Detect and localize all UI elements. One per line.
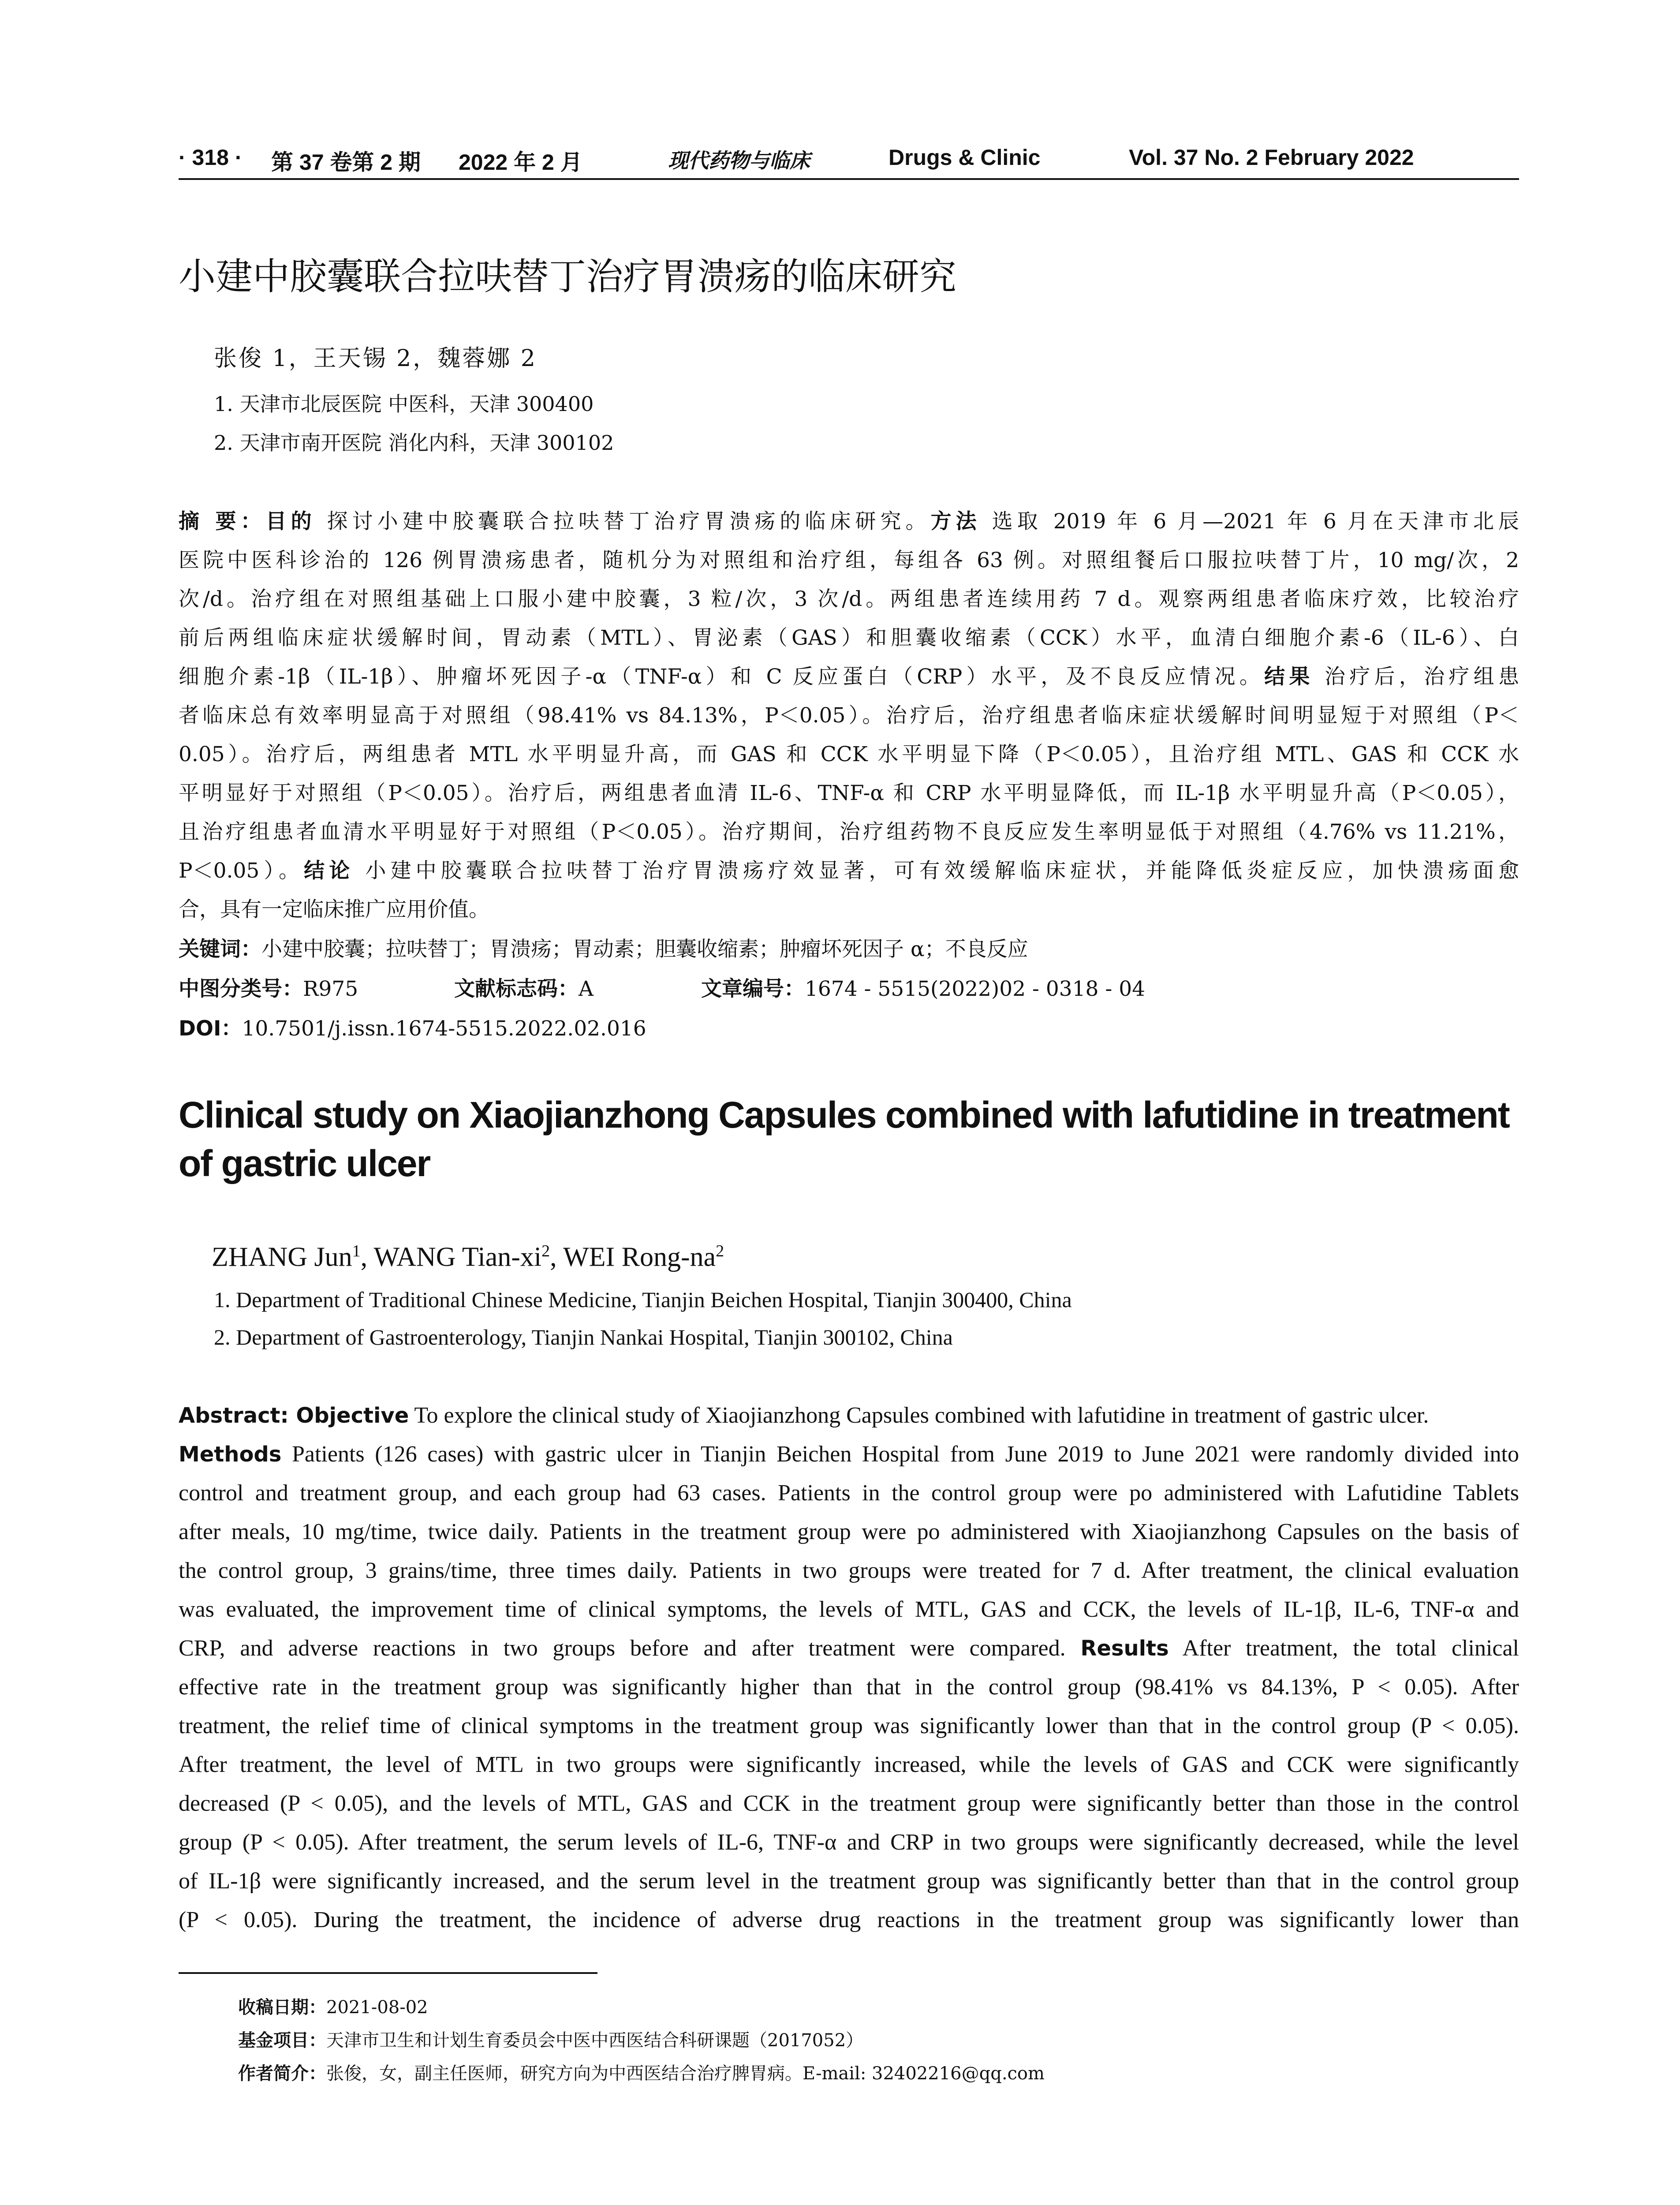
cn-abstract-line: 前后两组临床症状缓解时间，胃动素（MTL）、胃泌素（GAS）和胆囊收缩素（CCK）水平，血清白细胞介素-6（IL-6）、白	[179, 626, 1519, 650]
en-abstract-line: effective rate in the treatment group was significantly higher than that in the control group (98.41% vs 84.13%, P < 0.05). After	[179, 1674, 1519, 1700]
running-header	[179, 140, 1519, 180]
cn-abstract-line: 者临床总有效率明显高于对照组（98.41% vs 84.13%，P＜0.05）。治疗后，治疗组患者临床症状缓解时间明显短于对照组（P＜	[179, 703, 1519, 728]
cn-affiliation-2: 2. 天津市南开医院 消化内科，天津 300102	[214, 431, 614, 455]
footnote-rule	[179, 1972, 597, 1974]
en-abstract-line: group (P < 0.05). After treatment, the serum levels of IL-6, TNF-α and CRP in two groups were significantly decreased, while the level	[179, 1830, 1519, 1855]
footnote-author-bio: 作者简介：张俊，女，副主任医师，研究方向为中西医结合治疗脾胃病。E-mail: 32402216@qq.com	[238, 2063, 1045, 2084]
en-abstract-line: treatment, the relief time of clinical symptoms in the treatment group was significantly lower than that in the control group (P < 0.05).	[179, 1713, 1519, 1738]
cn-keywords	[179, 933, 1028, 962]
footnote-funding: 基金项目：天津市卫生和计划生育委员会中医中西医结合科研课题（2017052）	[238, 2030, 864, 2051]
en-title-line-1: Clinical study on Xiaojianzhong Capsules combined with lafutidine in treatment	[179, 1094, 1509, 1136]
en-authors: ZHANG Jun$^1$, WANG Tian-$xi^2$, WEI Rong-$na^2$	[212, 1242, 724, 1272]
cn-abstract-line: 次/d。治疗组在对照组基础上口服小建中胶囊，3 粒/次，3 次/d。两组患者连续用药 7 d。观察两组患者临床疗效，比较治疗	[179, 587, 1519, 611]
header-rule	[179, 178, 1519, 180]
clc-label: 中图分类号：	[179, 977, 303, 1001]
en-abstract-line: of IL-1β were significantly increased, and the serum level in the treatment group was significantly better than that in the control group	[179, 1869, 1519, 1894]
cn-abstract-line: 合，具有一定临床推广应用价值。	[179, 897, 489, 922]
cn-authors: 张俊 1，王天锡 2，魏蓉娜 2	[214, 345, 537, 372]
en-abstract-line: Methods Patients (126 cases) with gastric ulcer in Tianjin Beichen Hospital from June 2019 to June 2021 were randomly divided into	[179, 1442, 1519, 1467]
en-abstract-line: (P < 0.05). During the treatment, the incidence of adverse drug reactions in the treatment group was significantly lower than	[179, 1907, 1519, 1932]
cn-abstract-line: P＜0.05）。结论 小建中胶囊联合拉呋替丁治疗胃溃疡疗效显著，可有效缓解临床症状，并能降低炎症反应，加快溃疡面愈	[179, 859, 1519, 883]
en-abstract-line: was evaluated, the improvement time of clinical symptoms, the levels of MTL, GAS and CCK, the levels of IL-1β, IL-6, TNF-α and	[179, 1597, 1519, 1622]
cn-abstract-line: 医院中医科诊治的 126 例胃溃疡患者，随机分为对照组和治疗组，每组各 63 例。对照组餐后口服拉呋替丁片，10 mg/次，2	[179, 548, 1519, 572]
keywords-value: 小建中胶囊；拉呋替丁；胃溃疡；胃动素；胆囊收缩素；肿瘤坏死因子 α；不良反应	[261, 937, 1028, 961]
en-abstract-line: Abstract: Objective To explore the clinical study of Xiaojianzhong Capsules combined with lafutidine in treatment of gastric ulcer.	[179, 1403, 1429, 1428]
footnote-received: 收稿日期：2021-08-02	[238, 1997, 428, 2018]
doi-value: 10.7501/j.issn.1674-5515.2022.02.016	[242, 1017, 646, 1041]
cn-title: 小建中胶囊联合拉呋替丁治疗胃溃疡的临床研究	[179, 255, 957, 298]
en-abstract-line: decreased (P < 0.05), and the levels of MTL, GAS and CCK in the treatment group were significantly better than those in the control	[179, 1791, 1519, 1816]
cn-abstract-line: 细胞介素-1β（IL-1β）、肿瘤坏死因子-α（TNF-α）和 C 反应蛋白（CRP）水平，及不良反应情况。结果 治疗后，治疗组患	[179, 665, 1519, 689]
en-affiliation-2: 2. Department of Gastroenterology, Tianjin Nankai Hospital, Tianjin 300102, China	[214, 1325, 953, 1349]
header-page-number: · 318 ·	[179, 145, 243, 170]
cn-abstract-line: 且治疗组患者血清水平明显好于对照组（P＜0.05）。治疗期间，治疗组药物不良反应发生率明显低于对照组（4.76% vs 11.21%，	[179, 820, 1519, 844]
cn-abstract-line: 平明显好于对照组（P＜0.05）。治疗后，两组患者血清 IL-6、TNF-α 和 CRP 水平明显降低，而 IL-1β 水平明显升高（P＜0.05），	[179, 781, 1519, 805]
en-abstract-objective-label: Abstract: Objective	[179, 1403, 409, 1428]
header-journal-en: Drugs & Clinic	[889, 145, 1041, 170]
cn-abstract-line: 0.05）。治疗后，两组患者 MTL 水平明显升高，而 GAS 和 CCK 水平明显下降（P＜0.05），且治疗组 MTL、GAS 和 CCK 水	[179, 742, 1519, 766]
en-affiliation-1: 1. Department of Traditional Chinese Medicine, Tianjin Beichen Hospital, Tianjin 300400, China	[214, 1287, 1072, 1312]
cn-abstract-label: 摘 要：	[179, 509, 266, 534]
en-abstract-line: the control group, 3 grains/time, three times daily. Patients in two groups were treated for 7 d. After treatment, the clinical evaluation	[179, 1558, 1519, 1583]
article-number: 文章编号：1674 - 5515(2022)02 - 0318 - 04	[701, 977, 1146, 1001]
header-journal-cn: 现代药物与临床	[668, 149, 810, 172]
keywords-label: 关键词：	[179, 937, 261, 961]
header-issue-cn: 第 37 卷第 2 期	[271, 150, 421, 175]
doi	[179, 1012, 646, 1042]
doi-label: DOI：	[179, 1017, 242, 1041]
en-abstract-line: control and treatment group, and each group had 63 cases. Patients in the control group were po administered with Lafutidine Tablets	[179, 1480, 1519, 1506]
en-abstract-line: after meals, 10 mg/time, twice daily. Patients in the treatment group were po administered with Xiaojianzhong Capsules on the basis of	[179, 1519, 1519, 1544]
clc-value: R975	[303, 977, 358, 1001]
en-title-line-2: of gastric ulcer	[179, 1143, 430, 1184]
en-abstract-line: CRP, and adverse reactions in two groups before and after treatment were compared. Results After treatment, the total clinical	[179, 1636, 1519, 1661]
cn-classification	[179, 972, 1146, 1002]
cn-abstract-line: 摘 要：目的 探讨小建中胶囊联合拉呋替丁治疗胃溃疡的临床研究。方法 选取 2019 年 6 月—2021 年 6 月在天津市北辰	[179, 509, 1519, 534]
doc-code: 文献标志码：A	[454, 977, 594, 1001]
en-abstract-line: After treatment, the level of MTL in two groups were significantly increased, while the levels of GAS and CCK were significantly	[179, 1752, 1519, 1777]
header-volume-en: Vol. 37 No. 2 February 2022	[1129, 145, 1414, 170]
header-date-cn: 2022 年 2 月	[459, 150, 582, 175]
cn-affiliation-1: 1. 天津市北辰医院 中医科，天津 300400	[214, 392, 594, 416]
